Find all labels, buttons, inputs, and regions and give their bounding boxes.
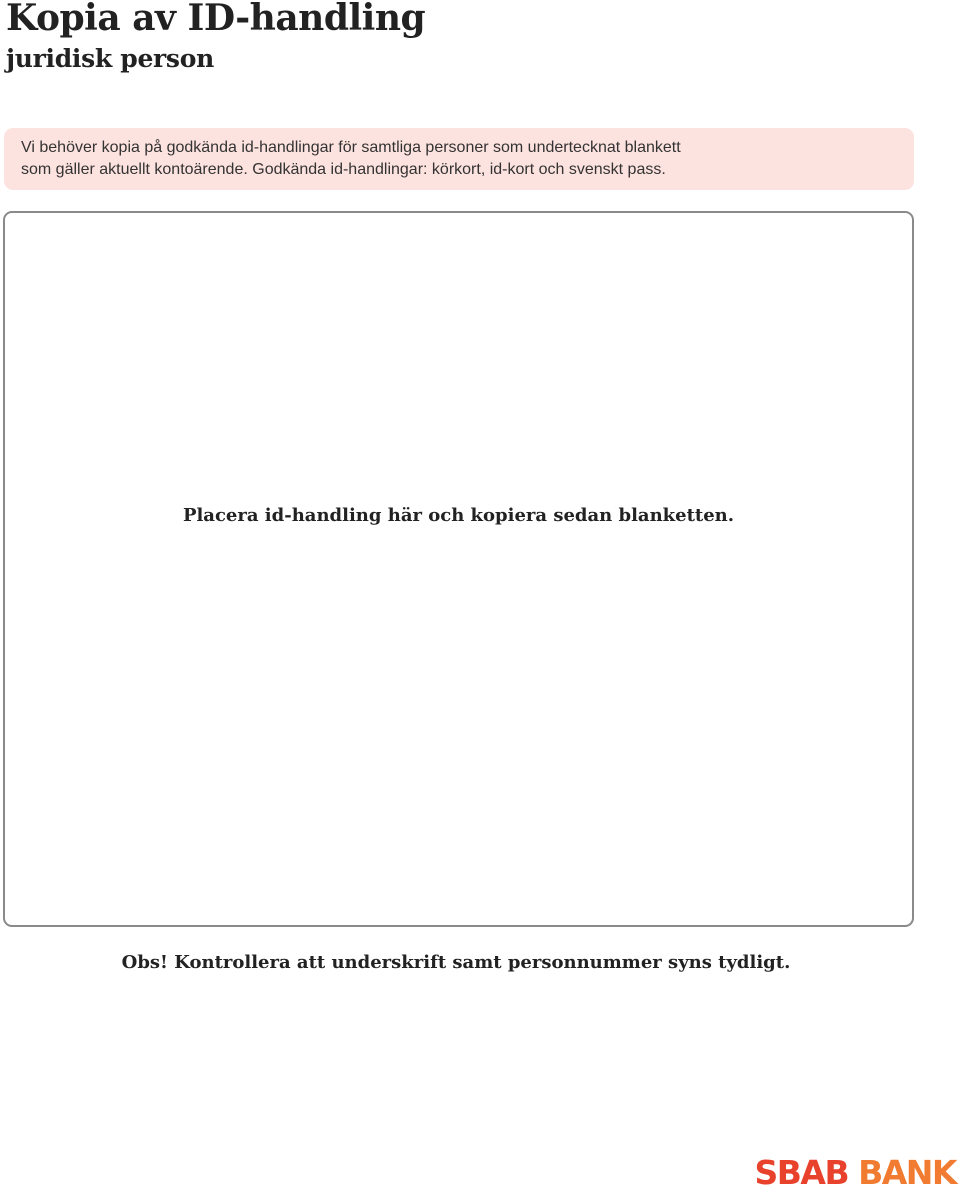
id-document-placement-area	[3, 211, 914, 927]
info-text-line-2: som gäller aktuellt kontoärende. Godkända id-handlingar: körkort, id-kort och svenskt pass.	[21, 161, 666, 178]
logo-sbab: SBAB	[754, 1153, 849, 1192]
logo-bank: BANK	[858, 1153, 956, 1192]
info-box	[4, 128, 914, 190]
verification-note: Obs! Kontrollera att underskrift samt personnummer syns tydligt.	[121, 952, 791, 973]
page-subtitle: juridisk person	[6, 44, 214, 73]
placement-instruction: Placera id-handling här och kopiera sedan blanketten.	[182, 505, 735, 526]
sbab-bank-logo	[754, 1153, 956, 1193]
page-title: Kopia av ID-handling	[6, 0, 426, 39]
info-text-line-1: Vi behöver kopia på godkända id-handlingar för samtliga personer som undertecknat blankett	[21, 139, 681, 156]
